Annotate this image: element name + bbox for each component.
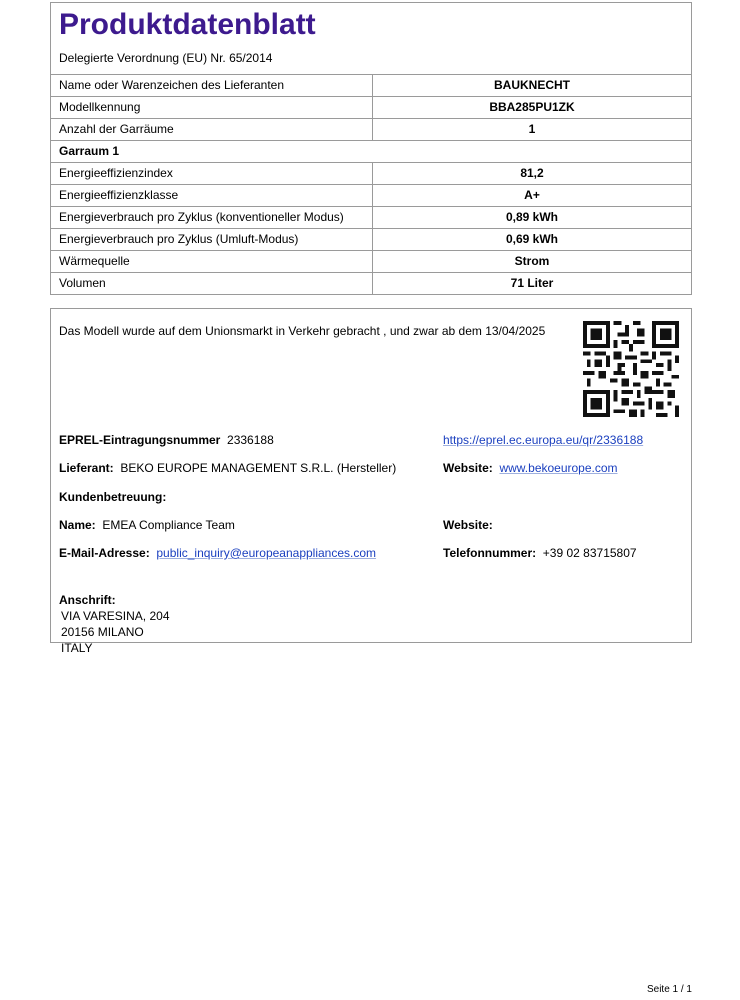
specs-table bbox=[51, 75, 691, 294]
contact-website-label: Website: bbox=[443, 518, 493, 532]
eprel-link-row bbox=[443, 433, 643, 447]
qr-code-icon[interactable] bbox=[583, 321, 679, 417]
regulation-subtitle: Delegierte Verordnung (EU) Nr. 65/2014 bbox=[59, 51, 273, 65]
supplier-row bbox=[59, 461, 396, 475]
table-row bbox=[51, 273, 691, 295]
address-line: ITALY bbox=[61, 641, 93, 655]
spec-value: 71 Liter bbox=[510, 276, 554, 290]
spec-value: 81,2 bbox=[373, 163, 692, 185]
table-row bbox=[51, 97, 691, 119]
table-row bbox=[51, 251, 691, 273]
address-line: 20156 MILANO bbox=[61, 625, 144, 639]
email-label: E-Mail-Adresse: bbox=[59, 546, 150, 560]
table-row bbox=[51, 163, 691, 185]
supplier-info-box bbox=[50, 308, 692, 655]
eprel-registration bbox=[59, 433, 274, 447]
spec-value: 1 bbox=[373, 119, 692, 141]
supplier-value: BEKO EUROPE MANAGEMENT S.R.L. (Hersteller) bbox=[120, 461, 397, 475]
supplier-website-row bbox=[443, 461, 618, 475]
contact-name-row bbox=[59, 518, 235, 532]
phone-label: Telefonnummer: bbox=[443, 546, 537, 560]
eprel-label: EPREL-Eintragungsnummer bbox=[59, 433, 221, 447]
supplier-label: Lieferant: bbox=[59, 461, 114, 475]
eprel-number: 2336188 bbox=[227, 433, 274, 447]
table-row bbox=[51, 75, 691, 97]
spec-label: Energieverbrauch pro Zyklus (konventioneller Modus) bbox=[51, 207, 373, 229]
spec-value: Strom bbox=[373, 251, 692, 273]
customer-service-heading: Kundenbetreuung: bbox=[59, 490, 167, 504]
address-label: Anschrift: bbox=[59, 593, 116, 607]
spec-value: 0,69 kWh bbox=[373, 229, 692, 251]
email-link[interactable]: public_inquiry@europeanappliances.com bbox=[156, 546, 377, 560]
name-label: Name: bbox=[59, 518, 96, 532]
phone-value: +39 02 83715807 bbox=[542, 546, 637, 560]
website-link[interactable]: www.bekoeurope.com bbox=[499, 461, 618, 475]
name-value: EMEA Compliance Team bbox=[102, 518, 235, 532]
spec-value: BAUKNECHT bbox=[373, 75, 692, 97]
table-row bbox=[51, 119, 691, 141]
product-data-sheet bbox=[50, 2, 692, 295]
spec-label: Modellkennung bbox=[51, 97, 373, 119]
market-intro-text: Das Modell wurde auf dem Unionsmarkt in Verkehr gebracht , und zwar ab dem 13/04/2025 bbox=[59, 324, 546, 338]
spec-label: Wärmequelle bbox=[51, 251, 373, 273]
spec-value: 0,89 kWh bbox=[373, 207, 692, 229]
spec-label: Volumen bbox=[51, 273, 373, 295]
page-title: Produktdatenblatt bbox=[59, 8, 316, 41]
page-number: Seite 1 / 1 bbox=[646, 984, 692, 995]
spec-label: Energieeffizienzklasse bbox=[51, 185, 373, 207]
address-block bbox=[59, 592, 170, 656]
table-row bbox=[51, 207, 691, 229]
spec-label: Name oder Warenzeichen des Lieferanten bbox=[51, 75, 373, 97]
spec-label: Energieeffizienzindex bbox=[51, 163, 373, 185]
spec-label: Anzahl der Garräume bbox=[51, 119, 373, 141]
table-row bbox=[51, 229, 691, 251]
section-heading: Garraum 1 bbox=[51, 141, 691, 163]
spec-label: Energieverbrauch pro Zyklus (Umluft-Modus) bbox=[51, 229, 373, 251]
phone-row bbox=[443, 546, 637, 560]
email-row bbox=[59, 546, 376, 560]
spec-value: BBA285PU1ZK bbox=[373, 97, 692, 119]
address-line: VIA VARESINA, 204 bbox=[61, 609, 170, 623]
table-row bbox=[51, 185, 691, 207]
eprel-link[interactable]: https://eprel.ec.europa.eu/qr/2336188 bbox=[443, 433, 644, 447]
website-label: Website: bbox=[443, 461, 493, 475]
table-row-section bbox=[51, 141, 691, 163]
spec-value: A+ bbox=[373, 185, 692, 207]
